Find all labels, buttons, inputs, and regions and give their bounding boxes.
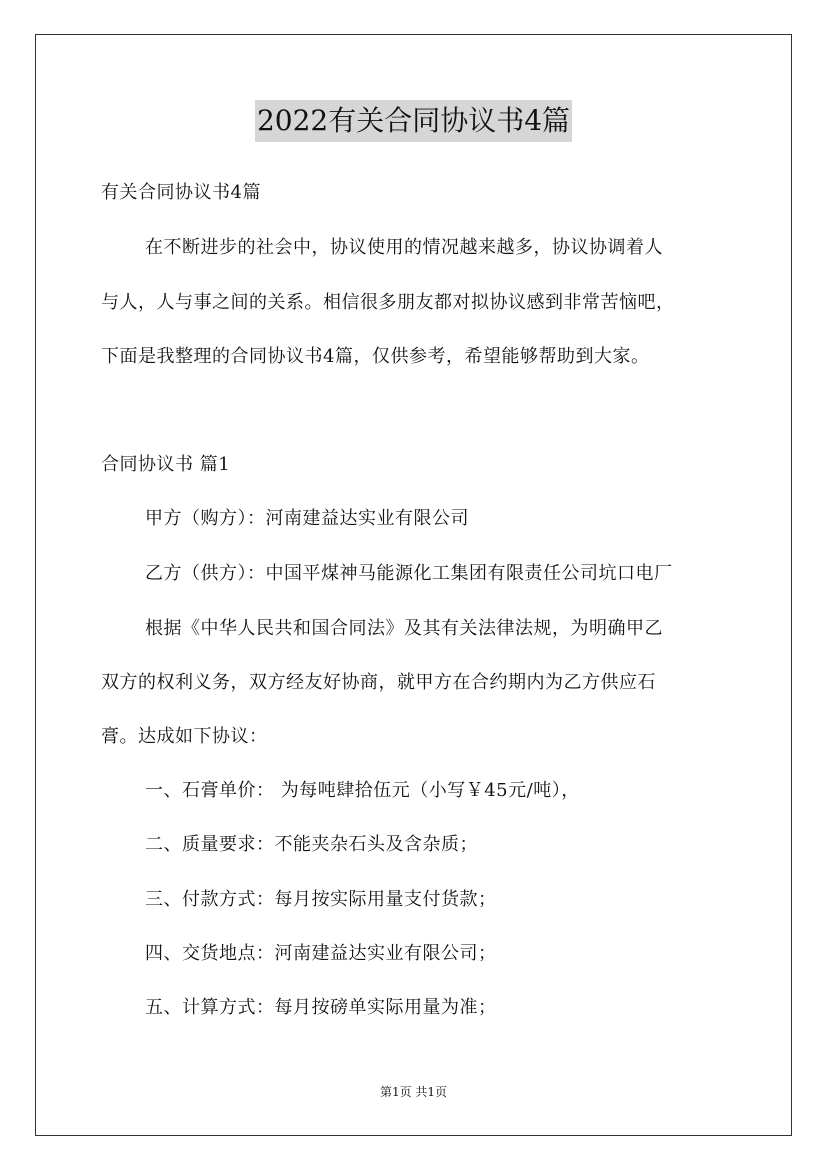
basis-line-1: 根据《中华人民共和国合同法》及其有关法律法规，为明确甲乙 <box>145 618 663 639</box>
intro-line-1: 在不断进步的社会中，协议使用的情况越来越多，协议协调着人 <box>145 237 663 258</box>
intro-line-2: 与人，人与事之间的关系。相信很多朋友都对拟协议感到非常苦恼吧， <box>101 292 675 313</box>
page-footer: 第1页 共1页 <box>379 1085 448 1099</box>
section-heading: 合同协议书 篇1 <box>101 454 231 475</box>
clause-3: 三、付款方式：每月按实际用量支付货款； <box>145 889 497 910</box>
document-subtitle: 有关合同协议书4篇 <box>101 182 261 203</box>
intro-line-3: 下面是我整理的合同协议书4篇，仅供参考，希望能够帮助到大家。 <box>101 346 650 367</box>
party-b: 乙方（供方）：中国平煤神马能源化工集团有限责任公司坑口电厂 <box>145 563 673 584</box>
title-container <box>0 100 827 142</box>
clause-5: 五、计算方式：每月按磅单实际用量为准； <box>145 997 497 1018</box>
clause-4: 四、交货地点：河南建益达实业有限公司； <box>145 943 497 964</box>
document-title: 2022有关合同协议书4篇 <box>255 100 572 142</box>
basis-line-2: 双方的权利义务，双方经友好协商，就甲方在合约期内为乙方供应石 <box>101 672 656 693</box>
basis-line-3: 膏。达成如下协议： <box>101 726 268 747</box>
party-a: 甲方（购方）：河南建益达实业有限公司 <box>145 508 469 529</box>
clause-2: 二、质量要求：不能夹杂石头及含杂质； <box>145 834 478 855</box>
clause-1: 一、石膏单价： 为每吨肆拾伍元（小写￥45元/吨）， <box>145 780 580 801</box>
